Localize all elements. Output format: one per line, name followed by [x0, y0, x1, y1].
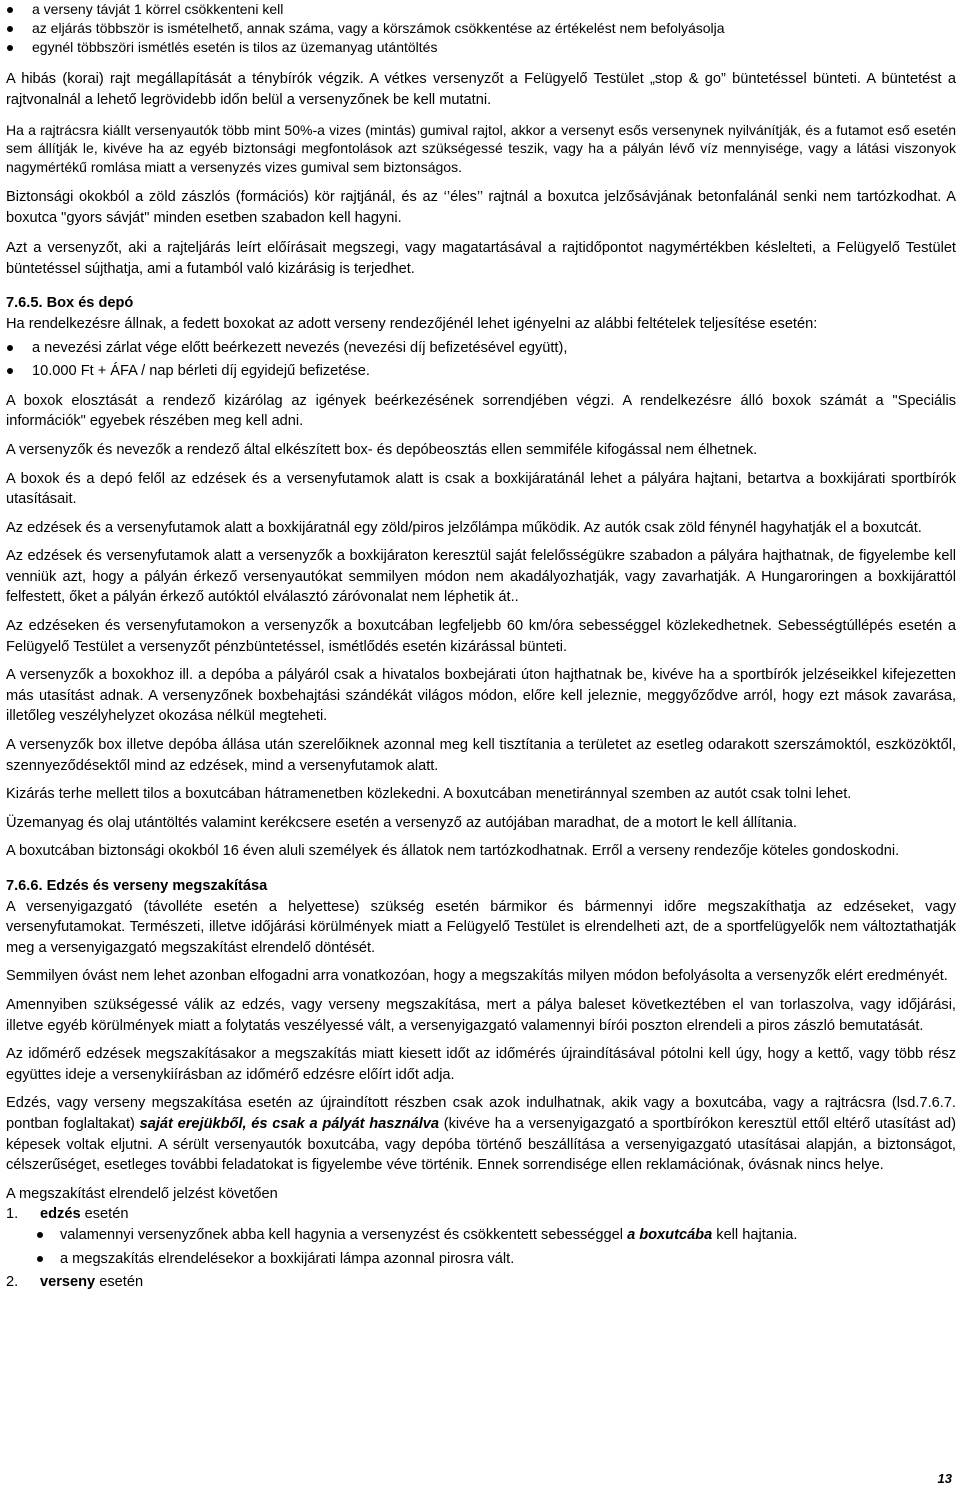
paragraph-esos-verseny: Ha a rajtrácsra kiállt versenyautók több mint 50%-a vizes (mintás) gumival rajtol, akkor a versenyt esős versenynek nyilvánítják, és a futamot eső esetén sem állítják le, kivéve ha az egyéb biztonsági megfontolások azt szükségessé teszik, vagy ha a pályán lévő víz mennyisége, vagy a látási viszonyok nagymértékű romlása miatt a versenyzés vizes gumival sem biztonságos. — [6, 121, 956, 176]
section-heading-megszakitas: 7.6.6. Edzés és verseny megszakítása — [6, 878, 268, 894]
paragraph-16-even-aluli: A boxutcában biztonsági okokból 16 éven aluli személyek és állatok nem tartózkodhatnak. Erről a verseny rendezője köteles gondoskodni. — [6, 843, 900, 860]
list-item-verseny: 2. verseny esetén — [6, 1274, 144, 1291]
paragraph-hibas-rajt: A hibás (korai) rajt megállapítását a ténybírók végzik. A vétkes versenyzőt a Felügyelő Testület „stop & go” büntetéssel bünteti. A büntetést a rajtvonalnál a lehető legrövidebb időn belül a versenyzőnek be kell mutatni. — [6, 71, 956, 108]
list-item: a nevezési zárlat vége előtt beérkezett nevezés (nevezési díj befizetésével együtt), — [6, 338, 956, 359]
paragraph-idomero: Az időmérő edzések megszakításakor a megszakítás miatt kiesett időt az időmérés újraindításával pótolni kell úgy, hogy a kettő, vagy több rész együttes ideje a versenykiírásban az időmérő edzésre előírt időt adja. — [6, 1046, 956, 1083]
list-item: valamennyi versenyzőnek abba kell hagynia a versenyzést és csökkentett sebességgel a boxutcába kell hajtania. — [6, 1225, 956, 1246]
paragraph-versenyigazgato: A versenyigazgató (távollétе esetén a helyettese) szükség esetén bármikor és bármennyi időre megszakíthatja az edzéseket, vagy versenyfutamokat. Természeti, illetve időjárási körülmények miatt a Felügyelő Testület is elrendelheti azt, de a sportfelügyelők nem változtathatják meg a versenyigazgató megszakítást elrendelő döntését. — [6, 898, 956, 956]
paragraph-piros-zaszlo: Amennyiben szükségessé válik az edzés, vagy verseny megszakítása, mert a pálya baleset következtében el van torlaszolva, vagy időjárási, illetve egyéb körülmények miatt a folytatás veszélyessé vált, a versenyigazgató valamennyi bírói poszton elrendeli a piros zászló bemutatását. — [6, 996, 956, 1034]
paragraph-hatramenet: Kizárás terhe mellett tilos a boxutcában hátramenetben közlekedni. A boxutcában menetiránnyal szemben az autót csak tolni lehet. — [6, 786, 852, 803]
paragraph-jelzes-kovetoen: A megszakítást elrendelő jelzést követően — [6, 1185, 278, 1202]
paragraph-terulet-tisztitas: A versenyzők box illetve depóba állása után szerelőiknek azonnal meg kell tisztítania a területet az esetleg odarakott szerszámoktól, eszközöktől, szennyeződésektől mind az edzések, mind a versenyfutamok alatt. — [6, 737, 956, 774]
paragraph-box-intro: Ha rendelkezésre állnak, a fedett boxokat az adott verseny rendezőjénél lehet igényelni az alábbi feltételek teljesítése esetén: — [6, 315, 818, 332]
paragraph-uzemanyag: Üzemanyag és olaj utántöltés valamint kerékcsere esetén a versenyző az autójában maradhat, de a motort le kell állítania. — [6, 814, 797, 831]
paragraph-box-elosztas: A boxok elosztását a rendező kizárólag az igények beérkezésének sorrendjében végzi. A rendelkezésre álló boxok számát a "Speciális információk" egyebek részében meg kell adni. — [6, 392, 956, 430]
document-page — [6, 0, 956, 1293]
list-item: 10.000 Ft + ÁFA / nap bérleti díj egyidejű befizetése. — [6, 361, 956, 382]
list-item: a megszakítás elrendelésekor a boxkijárati lámpa azonnal pirosra vált. — [6, 1249, 956, 1270]
paragraph-rajt-buntetes: Azt a versenyzőt, aki a rajteljárás leírt előírásait megszegi, vagy magatartásával a rajtidőpontot nagymértékben késlelteti, a Felügyelő Testület büntetéssel sújthatja, ami a futamból való kizárásig is terjedhet. — [6, 240, 956, 277]
list-item-edzes: 1. edzés esetén — [6, 1206, 129, 1223]
paragraph-ovas: Semmilyen óvást nem lehet azonban elfogadni arra vonatkozóan, hogy a megszakítás milyen módon befolyásolta a versenyzők elért eredményét. — [6, 968, 948, 985]
paragraph-box-kifogas: A versenyzők és nevezők a rendező által elkészített box- és depóbeosztás ellen semmiféle kifogással nem élhetnek. — [6, 441, 758, 458]
paragraph-boxkijaraton: Az edzések és versenyfutamok alatt a versenyzők a boxkijáraton keresztül saját felelősségükre szabadon a pályára hajthatnak, de figyelembe kell venniük azt, hogy a pályán érkező versenyautókat semmilyen módon nem akadályozhatják, vagy zavarhatják. A Hungaroringen a boxkijárattól felfestett, őket a pályán érkező autóktól elválasztó záróvonalat nem léphetik át.. — [6, 548, 956, 606]
page-number: 13 — [937, 1471, 952, 1486]
edzes-megszakitas-list — [6, 1225, 956, 1269]
box-feltetelek-list — [6, 338, 956, 382]
list-item: egynél többszöri ismétlés esetén is tilos az üzemanyag utántöltés — [6, 38, 956, 57]
section-heading-box-depo: 7.6.5. Box és depó — [6, 295, 134, 312]
rajt-ismetles-list — [6, 0, 956, 56]
list-item: az eljárás többször is ismételhető, annak száma, vagy a körszámok csökkentése az értékelést nem befolyásolja — [6, 19, 956, 38]
paragraph-jelzolampa: Az edzések és a versenyfutamok alatt a boxkijáratnál egy zöld/piros jelzőlámpa működik. Az autók csak zöld fénynél hagyhatják el a boxutcát. — [6, 519, 922, 536]
list-item: a verseny távját 1 körrel csökkenteni kell — [6, 0, 956, 19]
paragraph-boxkijarat: A boxok és a depó felől az edzések és a versenyfutamok alatt is csak a boxkijáratánál lehet a pályára hajtani, betartva a boxkijárati sportbírók utasításait. — [6, 470, 956, 508]
paragraph-sebesseg: Az edzéseken és versenyfutamokon a versenyzők a boxutcában legfeljebb 60 km/óra sebességgel közlekedhetnek. Sebességtúllépés esetén a Felügyelő Testület a versenyzőt pénzbüntetéssel, ismétlődés esetén kizárással bünteti. — [6, 618, 956, 655]
paragraph-biztonsag: Biztonsági okokból a zöld zászlós (formációs) kör rajtjánál, és az ‘’éles’’ rajtnál a boxutca jelzősávjának betonfalánál senki nem tartózkodhat. A boxutca "gyors sávját" minden esetben szabadon kell hagyni. — [6, 188, 956, 226]
paragraph-ujrainditas: Edzés, vagy verseny megszakítása esetén az újraindított részben csak azok indulhatnak, akik vagy a boxutcába, vagy a rajtrácsra (lsd.7.6.7. pontban foglaltakat) saját erejükből, és csak a pályát használva (kivéve ha a versenyigazgató a sportbírókon keresztül ettől eltérő utasítást ad) képesek voltak eljutni. A sérült versenyautók boxutcába, vagy depóba történő beszállítása a versenyigazgató utasításai alapján, a biztonságot, célszerűséget, esetleges további feladatokat is figyelembe véve történik. Ennek sorrendisége ellen reklamációnak, óvásnak nincs helye. — [6, 1095, 957, 1174]
paragraph-boxbehajtas: A versenyzők a boxokhoz ill. a depóba a pályáról csak a hivatalos boxbejárati úton hajthatnak be, kivéve ha a sportbírók jelzéseikkel kifejezetten más utasítást adnak. A versenyzőnek boxbehajtási szándékát világos módon, előre kell jeleznie, meggyőződve arról, hogy ezt mások zavarása, illetőleg veszélyhelyzet okozása nélkül megteheti. — [6, 667, 956, 725]
